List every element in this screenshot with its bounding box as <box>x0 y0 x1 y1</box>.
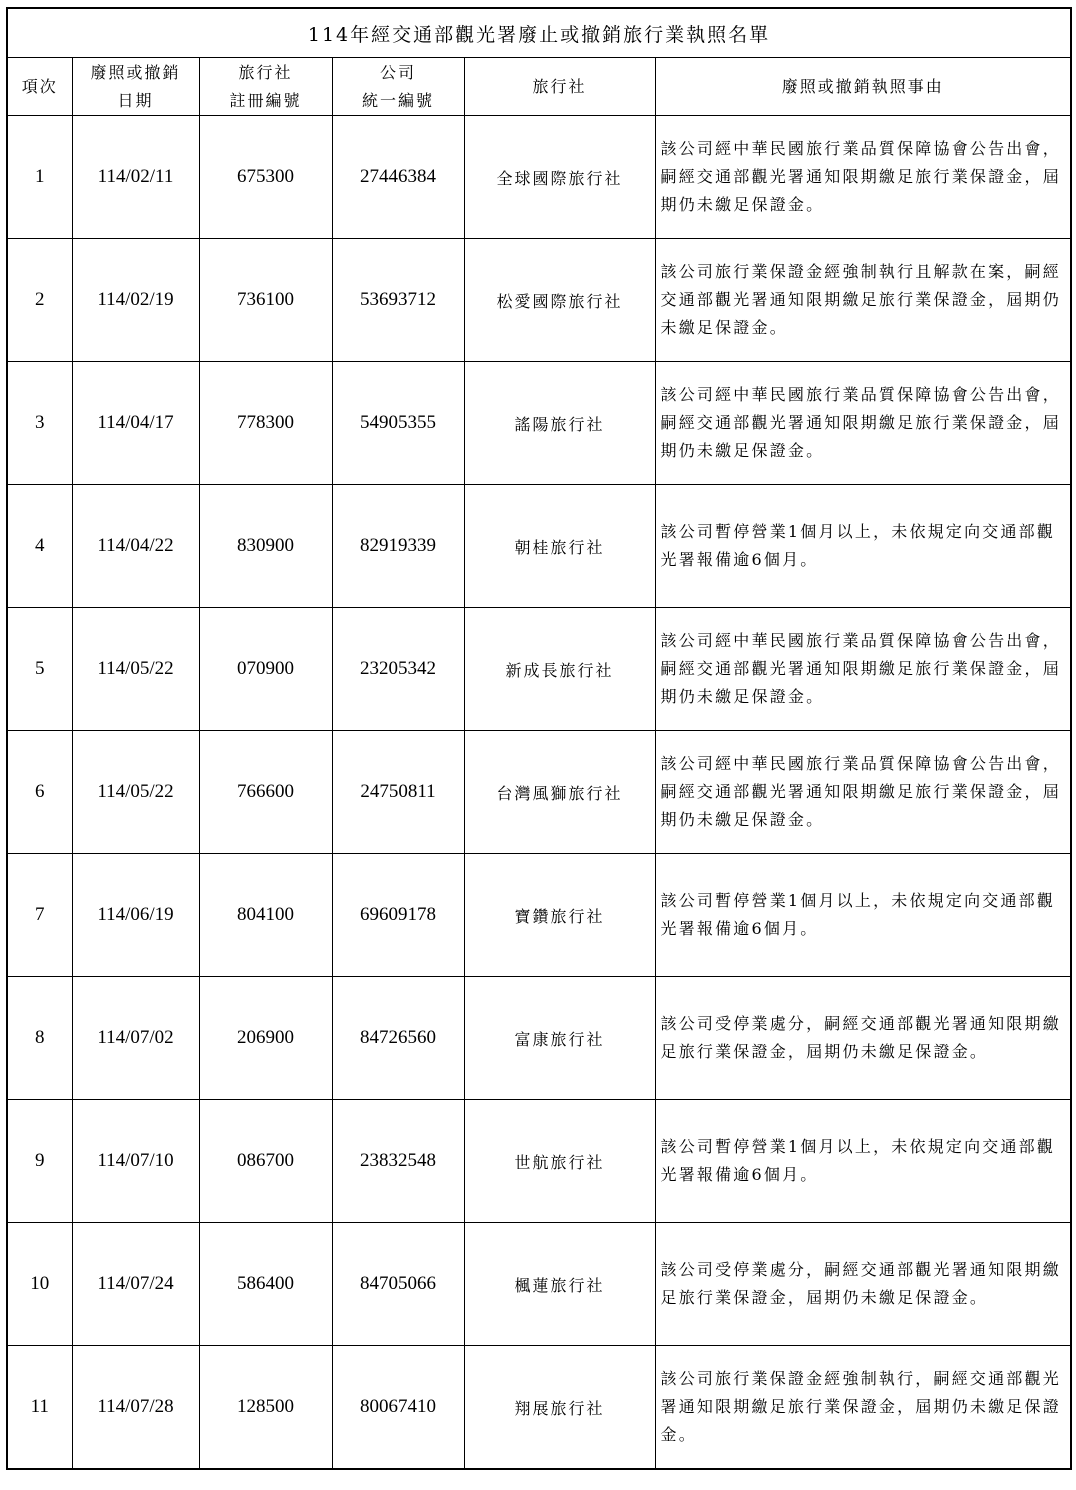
cell-index: 5 <box>7 608 72 731</box>
cell-index: 10 <box>7 1223 72 1346</box>
cell-reason: 該公司經中華民國旅行業品質保障協會公告出會，嗣經交通部觀光署通知限期繳足旅行業保證金，屆期仍未繳足保證金。 <box>655 731 1071 854</box>
cell-agency: 新成長旅行社 <box>464 608 655 731</box>
cell-reason: 該公司受停業處分，嗣經交通部觀光署通知限期繳足旅行業保證金，屆期仍未繳足保證金。 <box>655 977 1071 1100</box>
cell-reason: 該公司經中華民國旅行業品質保障協會公告出會，嗣經交通部觀光署通知限期繳足旅行業保證金，屆期仍未繳足保證金。 <box>655 362 1071 485</box>
cell-reason: 該公司旅行業保證金經強制執行，嗣經交通部觀光署通知限期繳足旅行業保證金，屆期仍未繳足保證金。 <box>655 1346 1071 1470</box>
cell-index: 2 <box>7 239 72 362</box>
cell-date: 114/07/24 <box>72 1223 199 1346</box>
table-row <box>7 362 1071 485</box>
table-row <box>7 1100 1071 1223</box>
table-row <box>7 854 1071 977</box>
cell-reason: 該公司旅行業保證金經強制執行且解款在案，嗣經交通部觀光署通知限期繳足旅行業保證金，屆期仍未繳足保證金。 <box>655 239 1071 362</box>
cell-agency: 富康旅行社 <box>464 977 655 1100</box>
cell-registration-no: 804100 <box>199 854 332 977</box>
cell-registration-no: 778300 <box>199 362 332 485</box>
cell-agency: 謠陽旅行社 <box>464 362 655 485</box>
cell-agency: 台灣風獅旅行社 <box>464 731 655 854</box>
cell-unified-business-no: 84705066 <box>332 1223 464 1346</box>
cell-date: 114/05/22 <box>72 608 199 731</box>
cell-unified-business-no: 84726560 <box>332 977 464 1100</box>
cell-reason: 該公司暫停營業1個月以上，未依規定向交通部觀光署報備逾6個月。 <box>655 854 1071 977</box>
cell-index: 1 <box>7 116 72 239</box>
table-row <box>7 116 1071 239</box>
cell-reason: 該公司暫停營業1個月以上，未依規定向交通部觀光署報備逾6個月。 <box>655 1100 1071 1223</box>
cell-date: 114/07/28 <box>72 1346 199 1470</box>
cell-registration-no: 736100 <box>199 239 332 362</box>
cell-unified-business-no: 24750811 <box>332 731 464 854</box>
table-title: 114年經交通部觀光署廢止或撤銷旅行業執照名單 <box>7 8 1071 58</box>
cell-unified-business-no: 53693712 <box>332 239 464 362</box>
cell-agency: 朝桂旅行社 <box>464 485 655 608</box>
cell-date: 114/02/19 <box>72 239 199 362</box>
cell-index: 9 <box>7 1100 72 1223</box>
table-row <box>7 239 1071 362</box>
table-row <box>7 1223 1071 1346</box>
header-index: 項次 <box>7 58 72 116</box>
cell-date: 114/04/17 <box>72 362 199 485</box>
cell-date: 114/07/10 <box>72 1100 199 1223</box>
cell-agency: 松愛國際旅行社 <box>464 239 655 362</box>
table-row <box>7 608 1071 731</box>
cell-agency: 世航旅行社 <box>464 1100 655 1223</box>
cell-index: 4 <box>7 485 72 608</box>
cell-agency: 楓蓮旅行社 <box>464 1223 655 1346</box>
cell-date: 114/02/11 <box>72 116 199 239</box>
cell-unified-business-no: 69609178 <box>332 854 464 977</box>
cell-registration-no: 586400 <box>199 1223 332 1346</box>
table-row <box>7 977 1071 1100</box>
cell-date: 114/05/22 <box>72 731 199 854</box>
header-unified-business-no: 公司 統一編號 <box>332 58 464 116</box>
cell-unified-business-no: 82919339 <box>332 485 464 608</box>
cell-unified-business-no: 23205342 <box>332 608 464 731</box>
cell-registration-no: 086700 <box>199 1100 332 1223</box>
cell-registration-no: 128500 <box>199 1346 332 1470</box>
license-revocation-table <box>6 7 1072 1470</box>
cell-reason: 該公司經中華民國旅行業品質保障協會公告出會，嗣經交通部觀光署通知限期繳足旅行業保證金，屆期仍未繳足保證金。 <box>655 608 1071 731</box>
cell-agency: 全球國際旅行社 <box>464 116 655 239</box>
cell-index: 7 <box>7 854 72 977</box>
header-date: 廢照或撤銷 日期 <box>72 58 199 116</box>
cell-agency: 翔展旅行社 <box>464 1346 655 1470</box>
cell-unified-business-no: 54905355 <box>332 362 464 485</box>
header-reason: 廢照或撤銷執照事由 <box>655 58 1071 116</box>
cell-date: 114/06/19 <box>72 854 199 977</box>
cell-agency: 寶鑽旅行社 <box>464 854 655 977</box>
cell-registration-no: 766600 <box>199 731 332 854</box>
table-row <box>7 731 1071 854</box>
cell-reason: 該公司經中華民國旅行業品質保障協會公告出會，嗣經交通部觀光署通知限期繳足旅行業保證金，屆期仍未繳足保證金。 <box>655 116 1071 239</box>
cell-date: 114/04/22 <box>72 485 199 608</box>
cell-registration-no: 206900 <box>199 977 332 1100</box>
table-row <box>7 1346 1071 1470</box>
cell-index: 3 <box>7 362 72 485</box>
cell-index: 8 <box>7 977 72 1100</box>
cell-unified-business-no: 80067410 <box>332 1346 464 1470</box>
table-row <box>7 485 1071 608</box>
cell-unified-business-no: 23832548 <box>332 1100 464 1223</box>
cell-registration-no: 070900 <box>199 608 332 731</box>
cell-date: 114/07/02 <box>72 977 199 1100</box>
header-registration-no: 旅行社 註冊編號 <box>199 58 332 116</box>
cell-reason: 該公司受停業處分，嗣經交通部觀光署通知限期繳足旅行業保證金，屆期仍未繳足保證金。 <box>655 1223 1071 1346</box>
cell-index: 6 <box>7 731 72 854</box>
cell-registration-no: 675300 <box>199 116 332 239</box>
cell-unified-business-no: 27446384 <box>332 116 464 239</box>
cell-reason: 該公司暫停營業1個月以上，未依規定向交通部觀光署報備逾6個月。 <box>655 485 1071 608</box>
cell-index: 11 <box>7 1346 72 1470</box>
header-agency: 旅行社 <box>464 58 655 116</box>
cell-registration-no: 830900 <box>199 485 332 608</box>
